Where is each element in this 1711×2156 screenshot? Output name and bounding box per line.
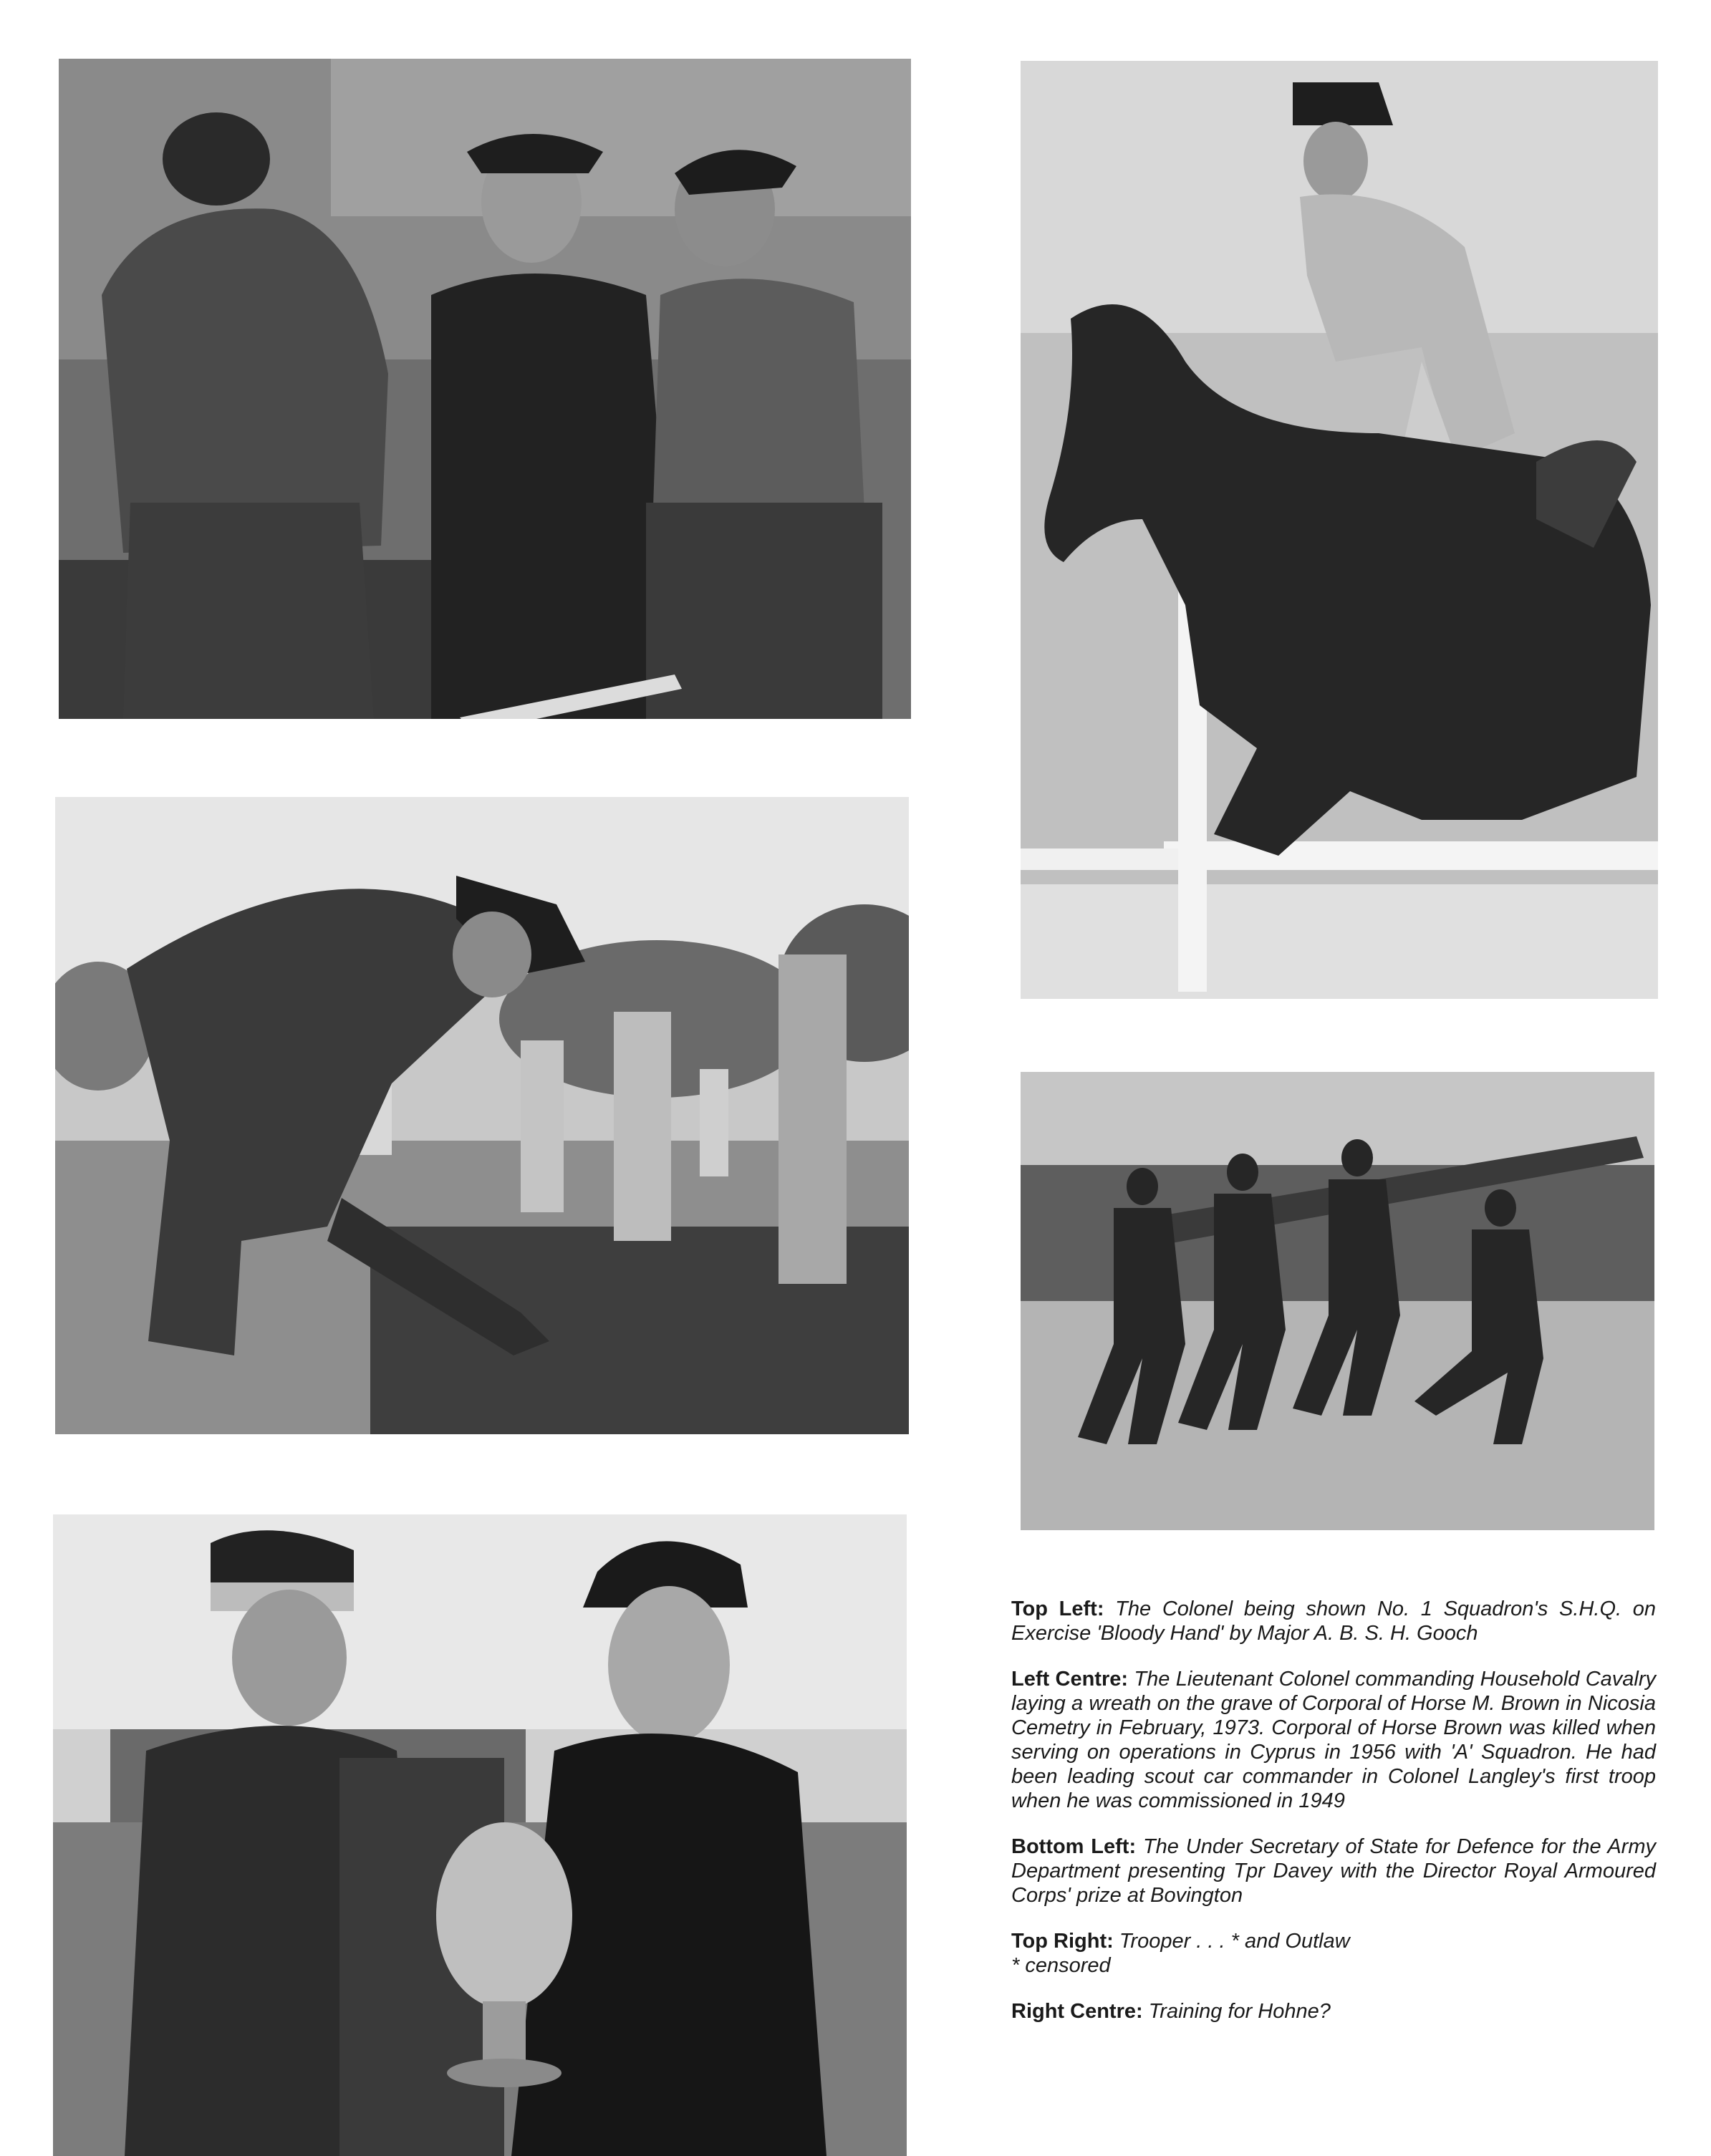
photo-top-left (59, 59, 911, 719)
caption-label: Top Right: (1011, 1930, 1114, 1953)
caption-left-centre (1011, 1667, 1656, 1813)
captions-block (1011, 1597, 1656, 2045)
photo-bottom-left (53, 1514, 907, 2156)
photo-top-left-image (59, 59, 911, 719)
caption-label: Bottom Left: (1011, 1835, 1137, 1858)
caption-top-left (1011, 1597, 1656, 1645)
caption-text: The Lieutenant Colonel commanding Household Cavalry laying a wreath on the grave of Corporal of Horse M. Brown in Nicosia Cemetry in February, 1973. Corporal of Horse Brown was killed when serving on operations in Cyprus in 1956 with 'A' Squadron. He had been leading scout car commander in Colonel Langley's first troop when he was commissioned in 1949 (1011, 1668, 1657, 1812)
caption-text: The Under Secretary of State for Defence for the Army Department presenting Tpr Davey with the Director Royal Armoured Corps' prize at Bovington (1011, 1835, 1657, 1907)
caption-label: Top Left: (1011, 1597, 1104, 1620)
photo-left-centre (55, 797, 909, 1434)
caption-label: Left Centre: (1011, 1668, 1129, 1691)
caption-text: Trooper . . . * and Outlaw (1119, 1930, 1350, 1953)
photo-left-centre-image (55, 797, 909, 1434)
photo-right-centre-image (1021, 1072, 1654, 1530)
caption-text: Training for Hohne? (1148, 2000, 1331, 2023)
caption-footnote: * censored (1011, 1954, 1111, 1977)
caption-text: The Colonel being shown No. 1 Squadron's S.H.Q. on Exercise 'Bloody Hand' by Major A. B. S. H. Gooch (1011, 1597, 1656, 1645)
photo-bottom-left-image (53, 1514, 907, 2156)
caption-label: Right Centre: (1011, 2000, 1143, 2023)
photo-top-right-image (1021, 61, 1658, 999)
photo-top-right (1021, 61, 1658, 999)
caption-right-centre (1011, 1999, 1656, 2024)
caption-bottom-left (1011, 1834, 1656, 1908)
caption-top-right (1011, 1929, 1656, 1978)
photo-right-centre (1021, 1072, 1654, 1530)
